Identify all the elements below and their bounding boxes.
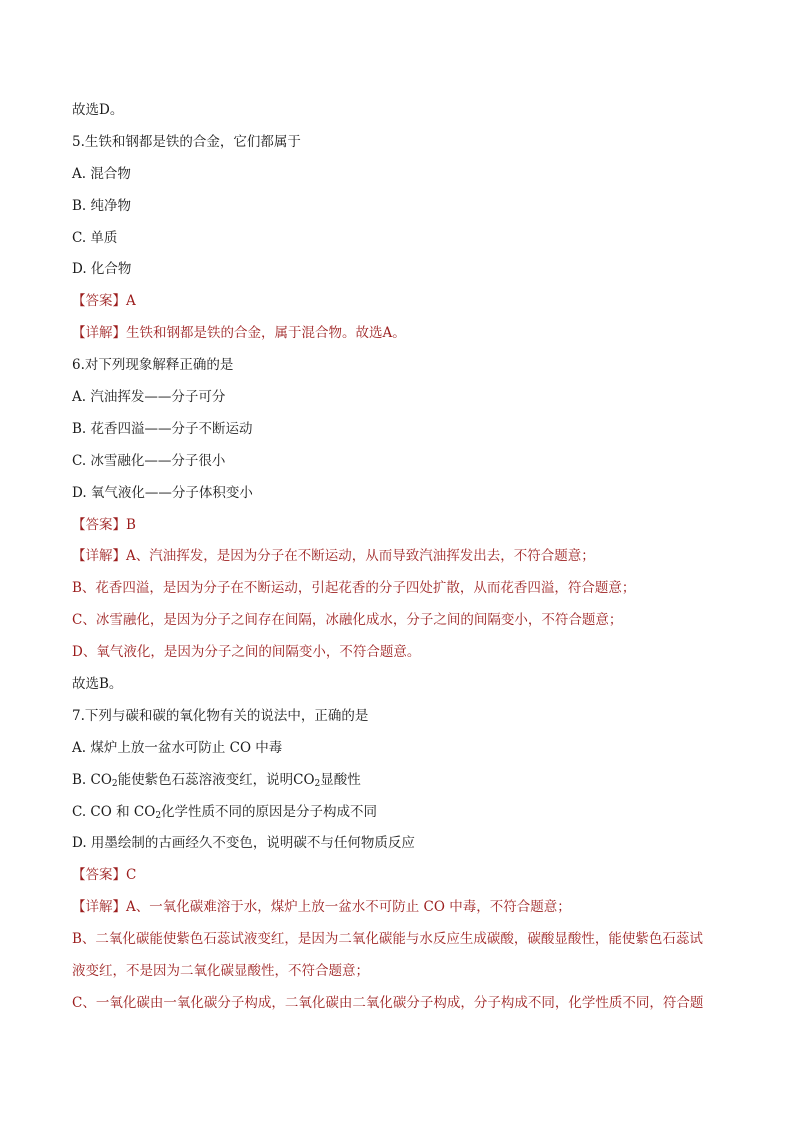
explanation-tag: 【详解】	[72, 548, 126, 565]
explanation-tag: 【详解】	[72, 899, 126, 916]
answer-tag: 【答案】	[72, 516, 126, 533]
subscript: 2	[314, 778, 321, 789]
answer-tag: 【答案】	[72, 867, 126, 884]
q6-explanation-2: B、花香四溢，是因为分子在不断运动，引起花香的分子四处扩散，从而花香四溢，符合题意；	[72, 580, 636, 597]
answer-value: B	[126, 516, 136, 533]
answer-conclusion: 故选D。	[72, 102, 124, 118]
q6-explanation-1	[72, 545, 728, 577]
explanation-text: A、汽油挥发，是因为分子在不断运动，从而导致汽油挥发出去，不符合题意；	[126, 548, 595, 565]
question-5: 5.生铁和钢都是铁的合金，它们都属于	[72, 133, 301, 150]
answer-value: C	[126, 867, 137, 884]
q5-option-d: D. 化合物	[72, 261, 132, 278]
q7-answer	[72, 864, 728, 896]
question-7: 7.下列与碳和碳的氧化物有关的说法中，正确的是	[72, 707, 369, 724]
q5-explanation	[72, 322, 728, 354]
q7-explanation-2a: B、二氧化碳能使紫色石蕊试液变红，是因为二氧化碳能与水反应生成碳酸，碳酸显酸性，能使紫色石蕊试	[72, 931, 703, 948]
q6-option-c: C. 冰雪融化——分子很小	[72, 452, 226, 469]
text-part: 化学性质不同的原因是分子构成不同	[161, 803, 378, 820]
text-part: B. CO	[72, 771, 112, 788]
explanation-text: 生铁和钢都是铁的合金，属于混合物。故选A。	[126, 325, 406, 342]
q6-explanation-4: D、氧气液化，是因为分子之间的间隔变小，不符合题意。	[72, 644, 421, 661]
q5-answer	[72, 290, 728, 322]
q5-option-a: A. 混合物	[72, 165, 131, 182]
q7-option-d: D. 用墨绘制的古画经久不变色，说明碳不与任何物质反应	[72, 835, 415, 852]
q6-answer	[72, 514, 728, 546]
q6-option-b: B. 花香四溢——分子不断运动	[72, 420, 253, 437]
q7-explanation-3: C、一氧化碳由一氧化碳分子构成，二氧化碳由二氧化碳分子构成，分子构成不同，化学性质不同，符合题	[72, 994, 704, 1011]
explanation-tag: 【详解】	[72, 325, 126, 342]
question-6: 6.对下列现象解释正确的是	[72, 357, 234, 374]
text-part: 能使紫色石蕊溶液变红，说明CO	[117, 771, 315, 788]
q7-option-c	[72, 801, 728, 833]
subscript: 2	[111, 778, 118, 789]
q6-option-d: D. 氧气液化——分子体积变小	[72, 484, 253, 501]
q7-explanation-2b: 液变红，不是因为二氧化碳显酸性，不符合题意；	[72, 963, 369, 980]
q6-conclusion: 故选B。	[72, 676, 123, 693]
q7-explanation-1	[72, 896, 728, 928]
q5-option-b: B. 纯净物	[72, 197, 132, 214]
answer-value: A	[126, 293, 136, 310]
text-part: C. CO 和 CO	[72, 803, 156, 820]
subscript: 2	[155, 810, 162, 821]
document-page	[72, 99, 728, 1024]
q5-option-c: C. 单质	[72, 229, 118, 246]
q7-option-b	[72, 769, 728, 801]
q7-option-a: A. 煤炉上放一盆水可防止 CO 中毒	[72, 739, 283, 756]
q6-explanation-3: C、冰雪融化，是因为分子之间存在间隔，冰融化成水，分子之间的间隔变小，不符合题意；	[72, 612, 623, 629]
answer-tag: 【答案】	[72, 293, 126, 310]
explanation-text: A、一氧化碳难溶于水，煤炉上放一盆水不可防止 CO 中毒，不符合题意；	[126, 899, 571, 916]
text-part: 显酸性	[320, 771, 361, 788]
q6-option-a: A. 汽油挥发——分子可分	[72, 389, 226, 406]
